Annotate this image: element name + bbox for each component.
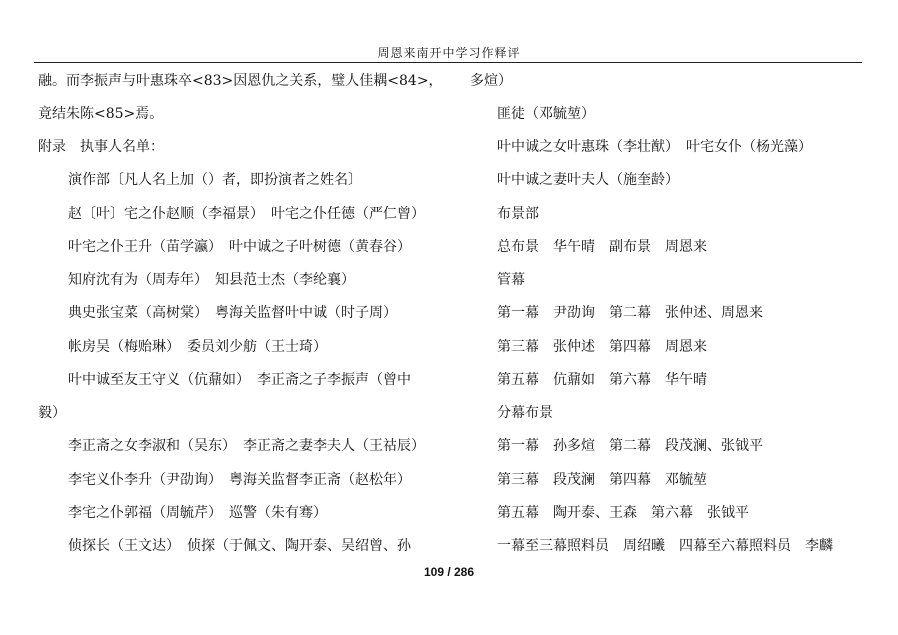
section-heading: 管幕	[497, 272, 525, 288]
text-line: 帐房吴（梅贻琳） 委员刘少舫（王士琦）	[68, 339, 327, 355]
text-line: 侦探长（王文达） 侦探（于佩文、陶开泰、吴绍曾、孙	[68, 538, 411, 554]
text-line: 第五幕 伉鼐如 第六幕 华午晴	[497, 372, 707, 388]
text-line: 第一幕 尹劭询 第二幕 张仲述、周恩来	[497, 305, 763, 321]
text-line: 典史张宝菜（高树棠） 粤海关监督叶中诚（时子周）	[68, 305, 397, 321]
text-line: 匪徒（邓毓堃）	[497, 106, 595, 122]
text-line: 第一幕 孙多煊 第二幕 段茂澜、张钺平	[497, 438, 763, 454]
text-line: 第三幕 张仲述 第四幕 周恩来	[497, 339, 707, 355]
text-line: 李宅义仆李升（尹劭询） 粤海关监督李正斋（赵松年）	[68, 472, 411, 488]
text-line: 演作部〔凡人名上加（）者，即扮演者之姓名〕	[68, 172, 362, 188]
header-rule	[34, 62, 862, 63]
section-heading: 分幕布景	[497, 405, 553, 421]
text-line: 李正斋之女李淑和（吴东） 李正斋之妻李夫人（王祜辰）	[68, 438, 425, 454]
text-line: 叶宅之仆王升（苗学瀛） 叶中诚之子叶树德（黄春谷）	[68, 239, 411, 255]
text-line: 知府沈有为（周寿年） 知县范士杰（李纶襄）	[68, 272, 355, 288]
text-line: 第三幕 段茂澜 第四幕 邓毓堃	[497, 472, 707, 488]
text-line: 李宅之仆郭福（周毓芹） 巡警（朱有骞）	[68, 505, 327, 521]
running-header: 周恩来南开中学习作释评	[377, 46, 521, 60]
text-line: 叶中诚之妻叶夫人（施奎龄）	[497, 172, 679, 188]
page-indicator: 109 / 286	[423, 565, 475, 579]
text-line: 赵〔叶〕宅之仆赵顺（李福景） 叶宅之仆任德（严仁曾）	[68, 206, 425, 222]
text-line: 一幕至三幕照料员 周绍曦 四幕至六幕照料员 李麟	[497, 538, 833, 554]
text-line: 总布景 华午晴 副布景 周恩来	[497, 239, 707, 255]
text-line: 叶中诚至友王守义（伉鼐如） 李正斋之子李振声（曾中	[68, 372, 411, 388]
text-line: 毅）	[38, 405, 66, 421]
text-line: 竟结朱陈<85>焉。	[38, 106, 164, 122]
text-line: 融。而李振声与叶惠珠卒<83>因恩仇之关系，璧人佳耦<84>，	[38, 73, 443, 89]
section-heading: 布景部	[497, 206, 539, 222]
text-line: 多煊）	[470, 73, 512, 89]
section-heading: 附录 执事人名单：	[38, 139, 164, 155]
text-line: 叶中诚之女叶惠珠（李壮猷） 叶宅女仆（杨光藻）	[497, 139, 812, 155]
text-line: 第五幕 陶开泰、王森 第六幕 张钺平	[497, 505, 749, 521]
